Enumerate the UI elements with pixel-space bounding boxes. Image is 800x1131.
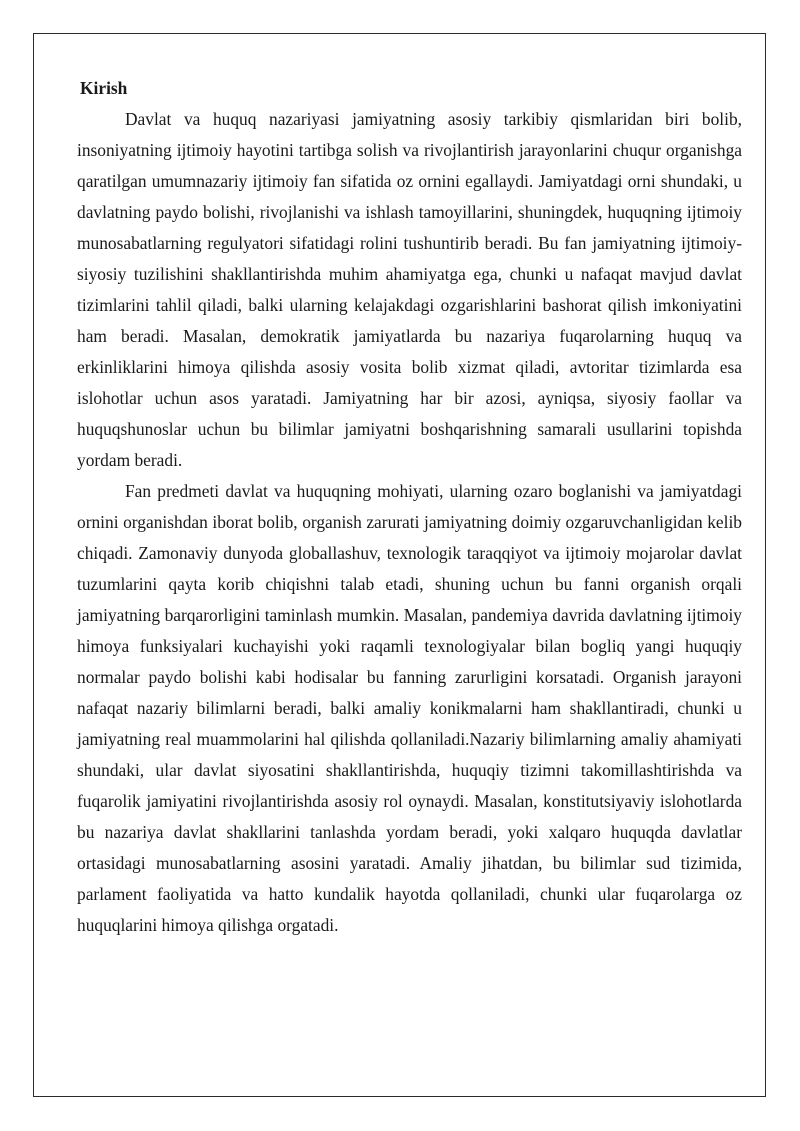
section-heading: Kirish (80, 78, 128, 98)
paragraph-subject: Fan predmeti davlat va huquqning mohiyati, ularning ozaro boglanishi va jamiyatdagi ornini organishdan iborat bolib, organish zarurati jamiyatning doimiy ozgaruvchanligidan kelib chiqadi. Zamonaviy dunyoda globallashuv, texnologik taraqqiyot va ijtimoiy mojarolar davlat tuzumlarini qayta korib chiqishni talab etadi, shuning uchun bu fanni organish orqali jamiyatning barqarorligini taminlash mumkin. Masalan, pandemiya davrida davlatning ijtimoiy himoya funksiyalari kuchayishi yoki raqamli texnologiyalar bilan bogliq yangi huquqiy normalar paydo bolishi kabi hodisalar bu fanning zarurligini korsatadi. Organish jarayoni nafaqat nazariy bilimlarni beradi, balki amaliy konikmalarni ham shakllantiradi, chunki u jamiyatning real muammolarini hal qilishda qollaniladi.Nazariy bilimlarning amaliy ahamiyati shundaki, ular davlat siyosatini shakllantirishda, huquqiy tizimni takomillashtirishda va fuqarolik jamiyatini rivojlantirishda asosiy rol oynaydi. Masalan, konstitutsiyaviy islohotlarda bu nazariya davlat shakllarini tanlashda yordam beradi, yoki xalqaro huquqda davlatlar ortasidagi munosabatlarning asosini yaratadi. Amaliy jihatdan, bu bilimlar sud tizimida, parlament faoliyatida va hatto kundalik hayotda qollaniladi, chunki ular fuqarolarga oz huquqlarini himoya qilishga orgatadi. (77, 481, 742, 935)
document-body (77, 73, 742, 941)
paragraph-intro: Davlat va huquq nazariyasi jamiyatning asosiy tarkibiy qismlaridan biri bolib, insoniyatning ijtimoiy hayotini tartibga solish va rivojlantirish jarayonlarini chuqur organishga qaratilgan umumnazariy ijtimoiy fan sifatida oz ornini egallaydi. Jamiyatdagi orni shundaki, u davlatning paydo bolishi, rivojlanishi va ishlash tamoyillarini, shuningdek, huquqning ijtimoiy munosabatlarning regulyatori sifatidagi rolini tushuntirib beradi. Bu fan jamiyatning ijtimoiy-siyosiy tuzilishini shakllantirishda muhim ahamiyatga ega, chunki u nafaqat mavjud davlat tizimlarini tahlil qiladi, balki ularning kelajakdagi ozgarishlarini bashorat qilish imkoniyatini ham beradi. Masalan, demokratik jamiyatlarda bu nazariya fuqarolarning huquq va erkinliklarini himoya qilishda asosiy vosita bolib xizmat qiladi, avtoritar tizimlarda esa islohotlar uchun asos yaratadi. Jamiyatning har bir azosi, ayniqsa, siyosiy faollar va huquqshunoslar uchun bu bilimlar jamiyatni boshqarishning samarali usullarini topishda yordam beradi. (77, 109, 742, 470)
